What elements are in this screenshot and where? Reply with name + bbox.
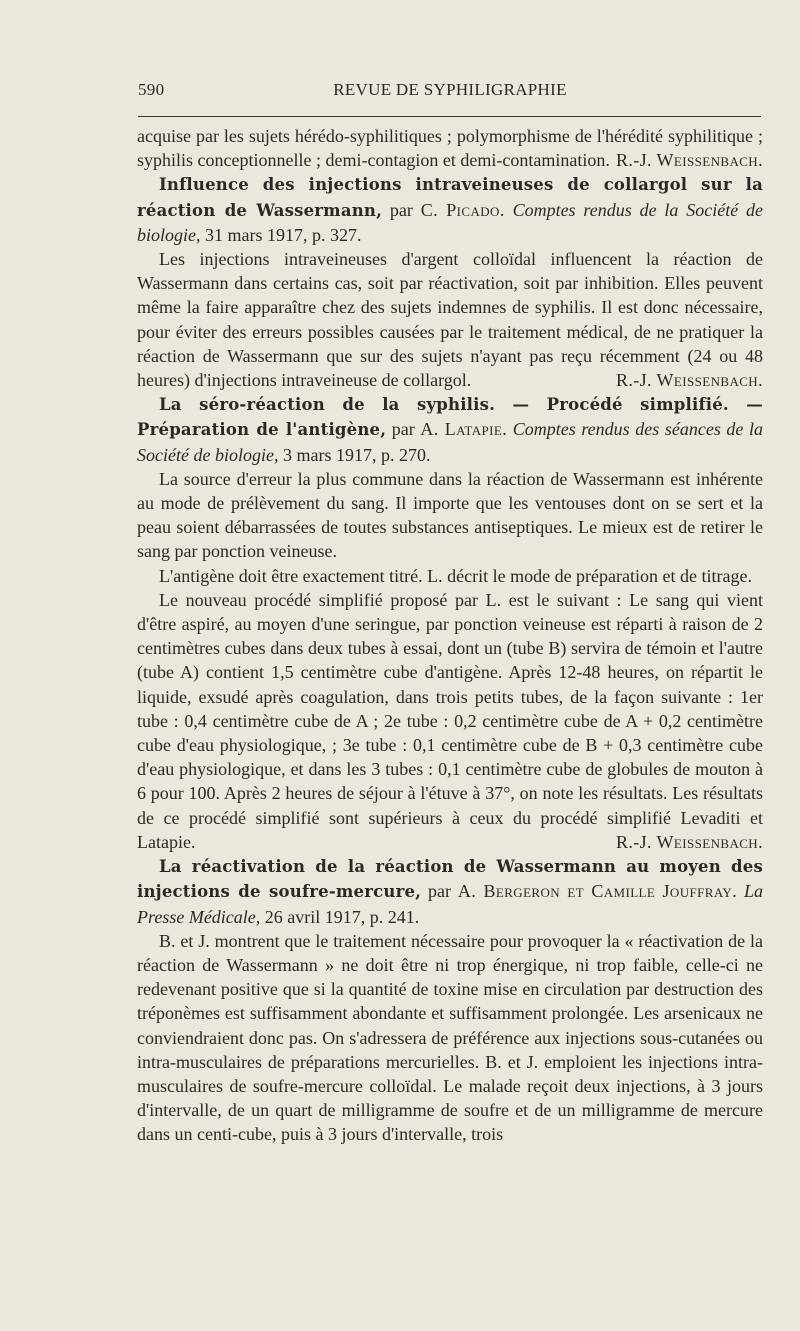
article1-heading	[137, 172, 763, 247]
journal-title: REVUE DE SYPHILIGRAPHIE	[333, 80, 567, 99]
article2-signature: R.-J. Weissenbach.	[615, 831, 763, 852]
article1-paragraph	[137, 247, 763, 392]
article1-text: Les injections intraveineuses d'argent colloïdal influencent la réaction de Wassermann dans certains cas, soit par réactivation, soit par inhibition. Elles peuvent même la faire apparaître chez des sujets indemnes de syphilis. Il est donc nécessaire, pour éviter des erreurs possibles causées par le traitement médical, de ne pratiquer la réaction de Wassermann que sur des sujets n'ayant pas reçu récemment (24 ou 48 heures) d'injections intraveineuse de collargol.	[137, 249, 763, 391]
article3-heading	[137, 854, 763, 929]
article1-par: par	[382, 199, 421, 220]
article2-title: La séro-réaction de la syphilis. — Procédé simplifié. — Préparation de l'antigène,	[137, 395, 763, 440]
article2-paragraph-3	[137, 588, 763, 854]
intro-paragraph	[137, 124, 763, 172]
article3-paragraph-1: B. et J. montrent que le traitement nécessaire pour provoquer la « réactivation de la réaction de Wassermann » ne doit être ni trop énergique, ni trop faible, celle-ci ne redevenant positive que si la quantité de toxine mise en circulation par destruction des tréponèmes est suffisamment abondante et suffisamment prolongée. Les arsenicaux ne conviendraient donc pas. On s'adressera de préférence aux injections sous-cutanées ou intra-musculaires de préparations mercurielles. B. et J. emploient les injections intra-musculaires de soufre-mercure colloïdal. Le malade reçoit deux injections, à 3 jours d'intervalle, de un quart de milligramme de soufre et de un milligramme de mercure dans un centi-cube, puis à 3 jours d'intervalle, trois	[137, 930, 763, 1145]
article3-par: par	[421, 881, 458, 902]
article2-source: Comptes rendus des séances de la Société de biologie,	[137, 419, 764, 465]
intro-text: acquise par les sujets hérédo-syphilitiques ; polymorphisme de l'hérédité syphilitique ; syphilis conceptionnelle ; demi-contagion et demi-contamination.	[137, 126, 763, 171]
running-header	[138, 78, 762, 104]
article1-date: 31 mars 1917, p. 327.	[200, 224, 362, 245]
article3-author: A. Bergeron et Camille Jouffray.	[457, 881, 738, 902]
article2-author: A. Latapie.	[420, 419, 508, 440]
article2-heading	[137, 392, 763, 467]
intro-signature: R.-J. Weissenbach.	[615, 150, 763, 171]
article1-title: Influence des injections intraveineuses de collargol sur la réaction de Wassermann,	[137, 175, 763, 220]
article2-par: par	[386, 419, 421, 440]
article3-source: La Presse Médicale,	[137, 881, 764, 927]
article1-signature: R.-J. Weissenbach.	[615, 370, 763, 391]
article3-date: 26 avril 1917, p. 241.	[260, 906, 420, 927]
article2-date: 3 mars 1917, p. 270.	[278, 444, 431, 465]
article2-text-3: Le nouveau procédé simplifié proposé par L. est le suivant : Le sang qui vient d'être aspiré, au moyen d'une seringue, par ponction veineuse est réparti à raison de 2 centimètres cubes dans deux tubes à essai, dont un (tube B) servira de témoin et l'autre (tube A) contient 1,5 centimètre cube d'antigène. Après 12-48 heures, on répartit le liquide, exsudé après coagulation, dans trois petits tubes, de la façon suivante : 1er tube : 0,4 centimètre cube de A ; 2e tube : 0,2 centimètre cube de A + 0,2 centimètre cube d'eau physiologique, ; 3e tube : 0,1 centimètre cube de B + 0,3 centimètre cube d'eau physiologique, et dans les 3 tubes : 0,1 centimètre cube de globules de mouton à 6 pour 100. Après 2 heures de séjour à l'étuve à 37°, on note les résultats. Les résultats de ce procédé simplifié sont supérieurs à ceux du procédé simplifié Levaditi et Latapie.	[137, 589, 763, 852]
article2-paragraph-1: La source d'erreur la plus commune dans la réaction de Wassermann est inhérente au mode de prélèvement du sang. Il importe que les ventouses dont on se sert et la peau soient débarrassées de toutes substances antiseptiques. Le mieux est de retirer le sang par ponction veineuse.	[137, 468, 763, 562]
article3-title: La réactivation de la réaction de Wassermann au moyen des injections de soufre-mercure,	[137, 857, 763, 902]
page-number: 590	[138, 80, 165, 99]
page-body	[137, 124, 763, 1147]
article1-source: Comptes rendus de la Société de biologie,	[137, 199, 764, 245]
article1-author: C. Picado.	[420, 199, 505, 220]
header-rule	[138, 116, 761, 117]
article2-paragraph-2: L'antigène doit être exactement titré. L. décrit le mode de préparation et de titrage.	[159, 565, 752, 586]
